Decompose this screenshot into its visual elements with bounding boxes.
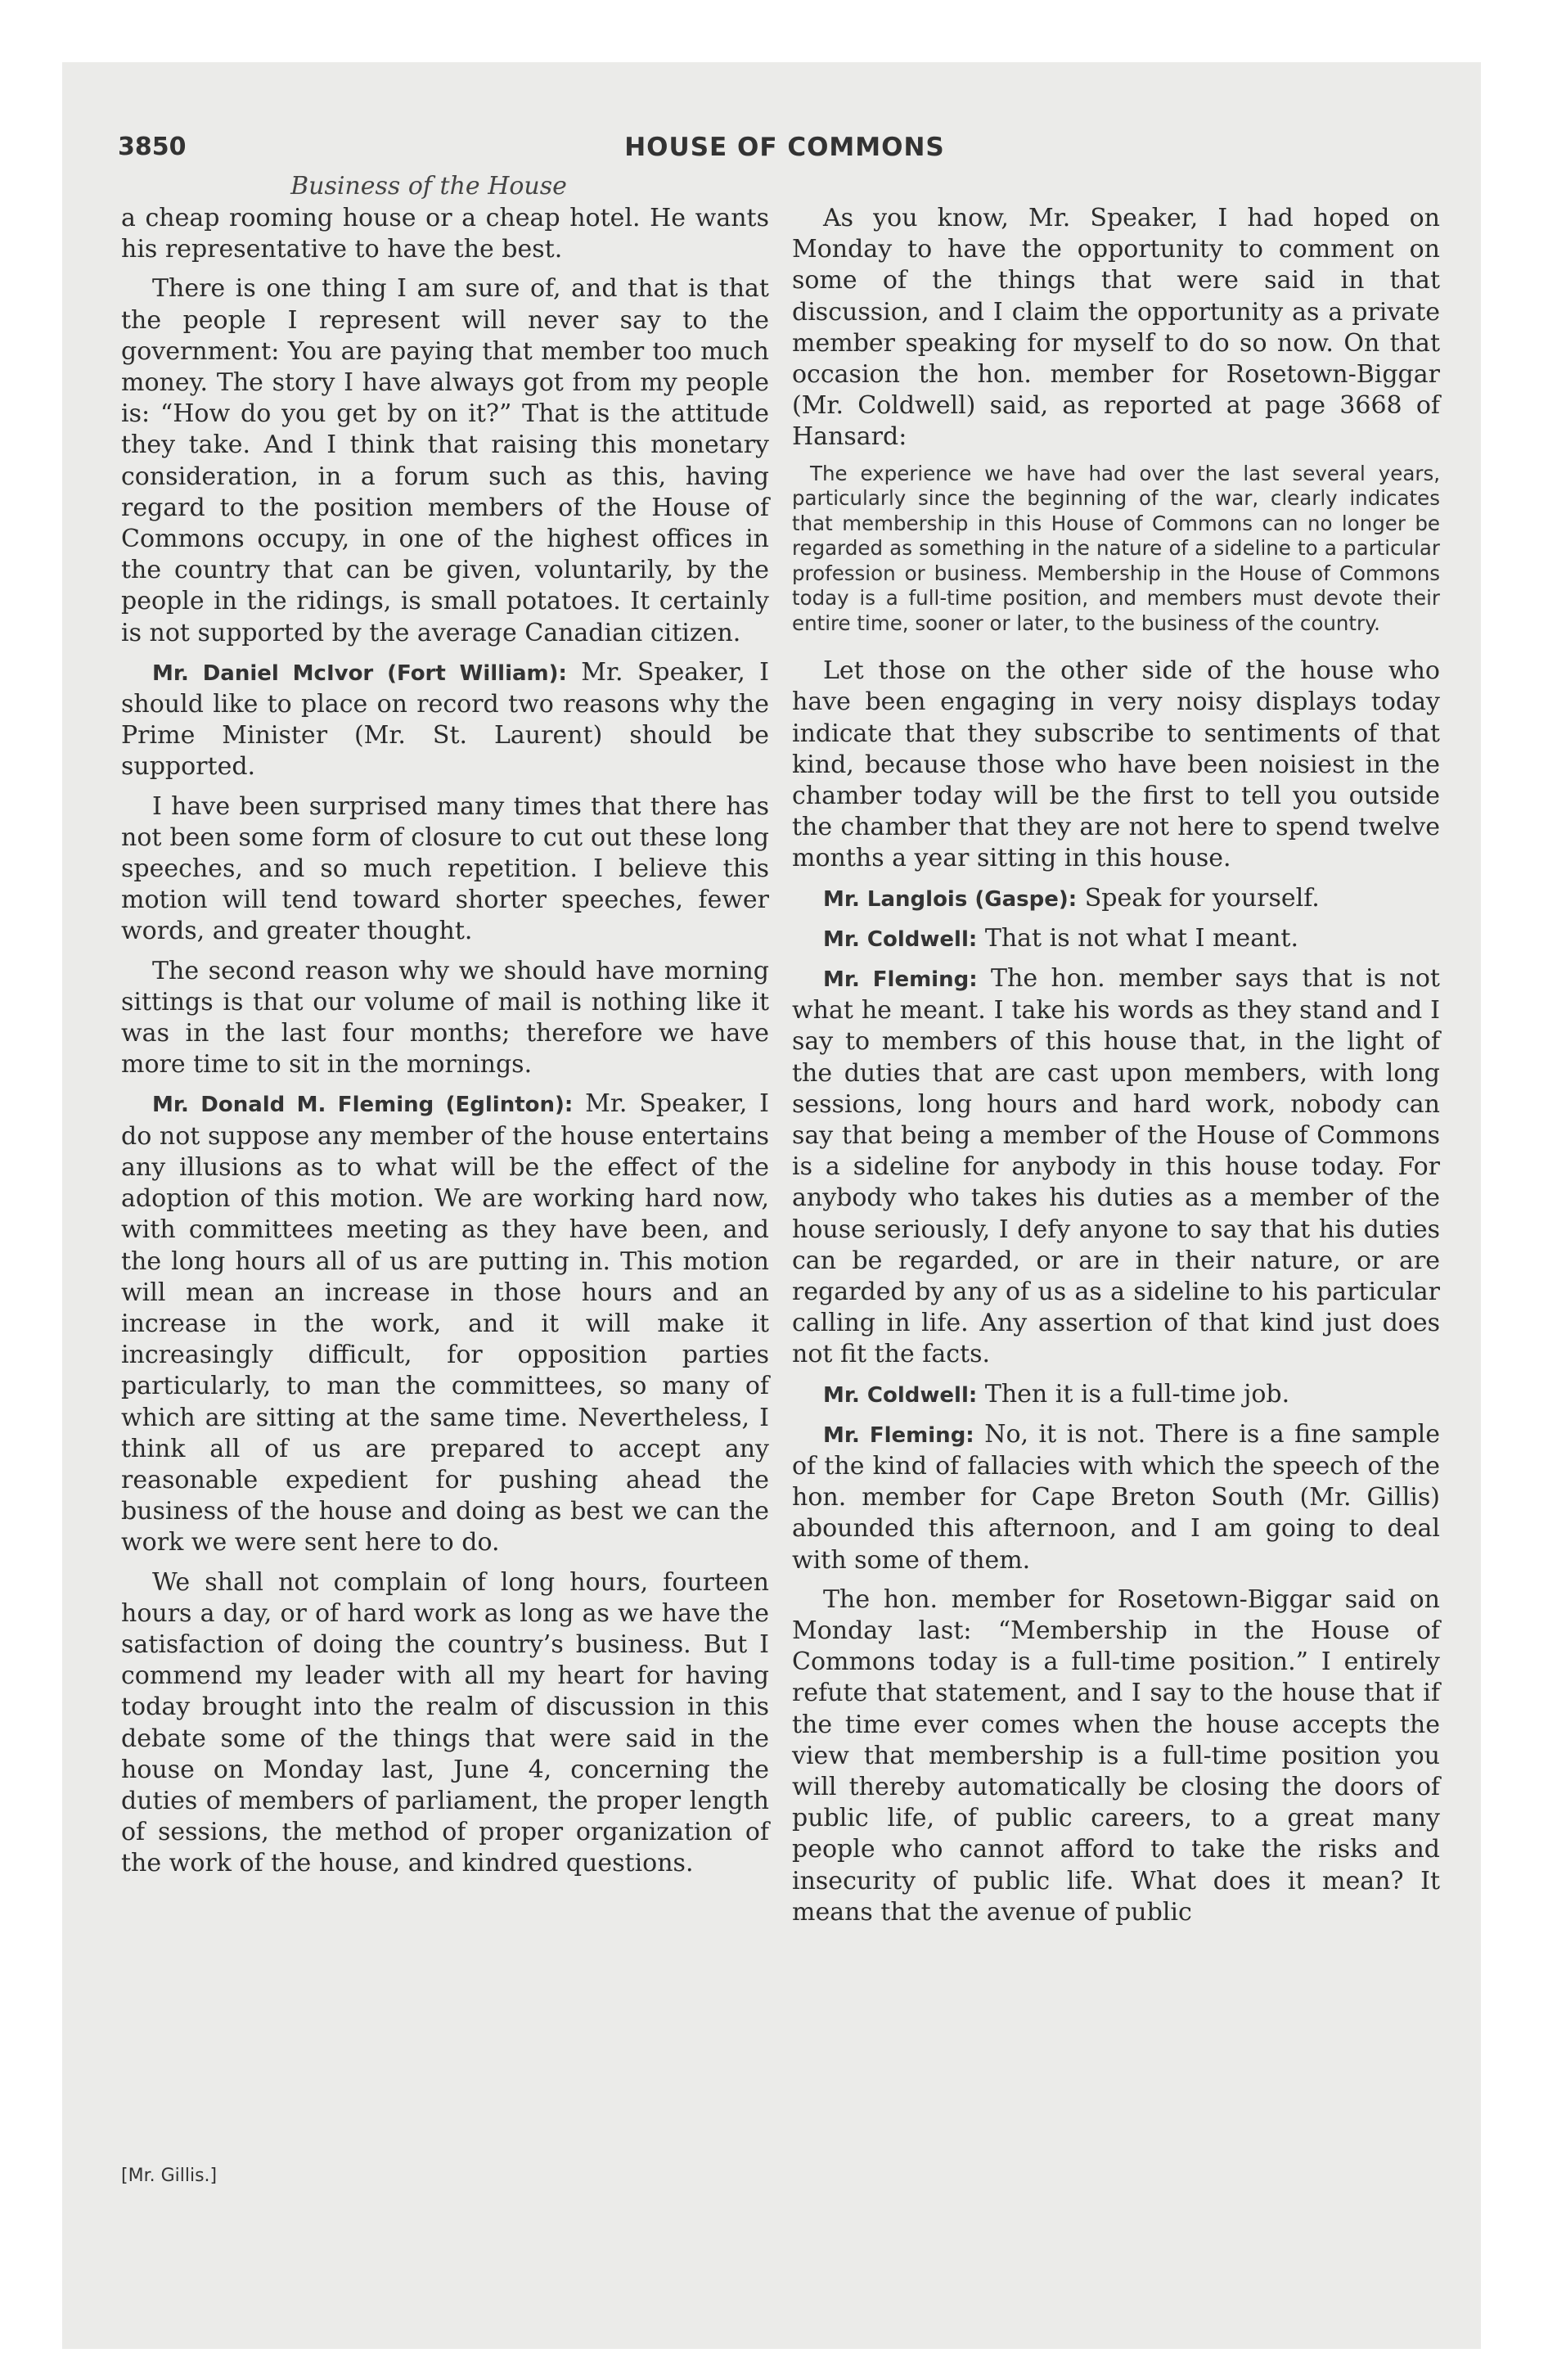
speech-paragraph [792, 923, 1440, 955]
speaker-name: Mr. Fleming: [823, 1422, 974, 1448]
speech-paragraph [121, 1089, 769, 1558]
left-column [121, 203, 769, 1888]
speaker-name: Mr. Langlois (Gaspe): [823, 886, 1078, 912]
block-quote: The experience we have had over the last several years, particularly since the beginning of the war, clearly indicates that membership in this House of Commons can no longer be regarded as something in the nature of a sideline to a particular profession or business. Membership in the House of Commons today is a full-time position, and members must devote their entire time, sooner or later, to the business of the country. [792, 461, 1440, 635]
speech-text: That is not what I meant. [984, 923, 1298, 953]
speech-text: Mr. Speaker, I do not suppose any member of the house entertains any illusions as to what will be the effect of the adoption of this motion. We are working hard now, with committees meeting as they have been, and the long hours all of us are putting in. This motion will mean an increase in those hours and an increase in the work, and it will make it increasingly difficult, for opposition parties particularly, to man the committees, so many of which are sitting at the same time. Nevertheless, I think all of us are prepared to accept any reasonable expedient for pushing ahead the business of the house and doing as best we can the work we were sent here to do. [121, 1089, 769, 1557]
footer-speaker-note: [Mr. Gillis.] [121, 2166, 218, 2186]
speech-text: No, it is not. There is a fine sample of the kind of fallacies with which the speech of the hon. member for Cape Breton South (Mr. Gillis) abounded this afternoon, and I am going to deal with some of them. [792, 1419, 1440, 1575]
body-paragraph: a cheap rooming house or a cheap hotel. He wants his representative to have the best. [121, 204, 769, 264]
speaker-name: Mr. Coldwell: [823, 926, 978, 952]
body-paragraph: The hon. member for Rosetown-Biggar said on Monday last: “Membership in the House of Commons today is a full-time position.” I entirely refute that statement, and I say to the house that if the time ever comes when the house accepts the view that membership is a full-time position you will thereby automatically be closing the doors of public life, of public careers, to a great many people who cannot afford to take the risks and insecurity of public life. What does it mean? It means that the avenue of public [792, 1584, 1440, 1927]
right-column [792, 203, 1440, 1936]
speech-text: Mr. Speaker, I should like to place on record two reasons why the Prime Minister (Mr. St. Laurent) should be supported. [121, 657, 769, 782]
speech-paragraph [792, 1379, 1440, 1411]
speaker-name: Mr. Coldwell: [823, 1382, 978, 1408]
speech-paragraph [121, 657, 769, 783]
body-paragraph: Let those on the other side of the house who have been engaging in very noisy displays today indicate that they subscribe to sentiments of that kind, because those who have been noisiest in the chamber today will be the first to tell you outside the chamber that they are not here to spend twelve months a year sitting in this house. [792, 656, 1440, 873]
speaker-name: Mr. Fleming: [823, 967, 978, 992]
body-paragraph: We shall not complain of long hours, fourteen hours a day, or of hard work as long as we have the satisfaction of doing the country’s business. But I commend my leader with all my heart for having today brought into the realm of discussion in this debate some of the things that were said in the house on Monday last, June 4, concerning the duties of members of parliament, the proper length of sessions, the method of proper organization of the work of the house, and kindred questions. [121, 1567, 769, 1878]
journal-title: HOUSE OF COMMONS [624, 133, 945, 162]
speech-text: Then it is a full-time job. [984, 1379, 1290, 1409]
speech-text: Speak for yourself. [1084, 883, 1320, 913]
body-paragraph: As you know, Mr. Speaker, I had hoped on Monday to have the opportunity to comment on some of the things that were said in that discussion, and I claim the opportunity as a private member speaking for myself to do so now. On that occasion the hon. member for Rosetown-Biggar (Mr. Coldwell) said, as reported at page 3668 of Hansard: [792, 204, 1440, 452]
body-paragraph: There is one thing I am sure of, and that is that the people I represent will never say to the government: You are paying that member too much money. The story I have always got from my people is: “How do you get by on it?” That is the attitude they take. And I think that raising this monetary consideration, in a forum such as this, having regard to the position members of the House of Commons occupy, in one of the highest offices in the country that can be given, voluntarily, by the people in the ridings, is small potatoes. It certainly is not supported by the average Canadian citizen. [121, 274, 769, 647]
page-number: 3850 [118, 133, 187, 161]
speaker-name: Mr. Daniel McIvor (Fort William): [152, 660, 567, 686]
speaker-name: Mr. Donald M. Fleming (Eglinton): [152, 1093, 574, 1118]
body-paragraph: I have been surprised many times that there has not been some form of closure to cut out these long speeches, and so much repetition. I believe this motion will tend toward shorter speeches, fewer words, and greater thought. [121, 791, 769, 946]
section-title: Business of the House [290, 172, 567, 201]
body-paragraph: The second reason why we should have morning sittings is that our volume of mail is nothing like it was in the last four months; therefore we have more time to sit in the mornings. [121, 956, 769, 1080]
speech-paragraph [792, 883, 1440, 915]
page-header [118, 133, 1451, 172]
speech-paragraph [792, 963, 1440, 1371]
speech-text: The hon. member says that is not what he meant. I take his words as they stand and I say to members of this house that, in the light of the duties that are cast upon members, with long sessions, long hours and hard work, nobody can say that being a member of the House of Commons is a sideline for anybody in this house today. For anybody who takes his duties as a member of the house seriously, I defy anyone to say that his duties can be regarded, or are in their nature, or are regarded by any of us as a sideline to his particular calling in life. Any assertion of that kind just does not fit the facts. [792, 963, 1440, 1369]
speech-paragraph [792, 1419, 1440, 1576]
